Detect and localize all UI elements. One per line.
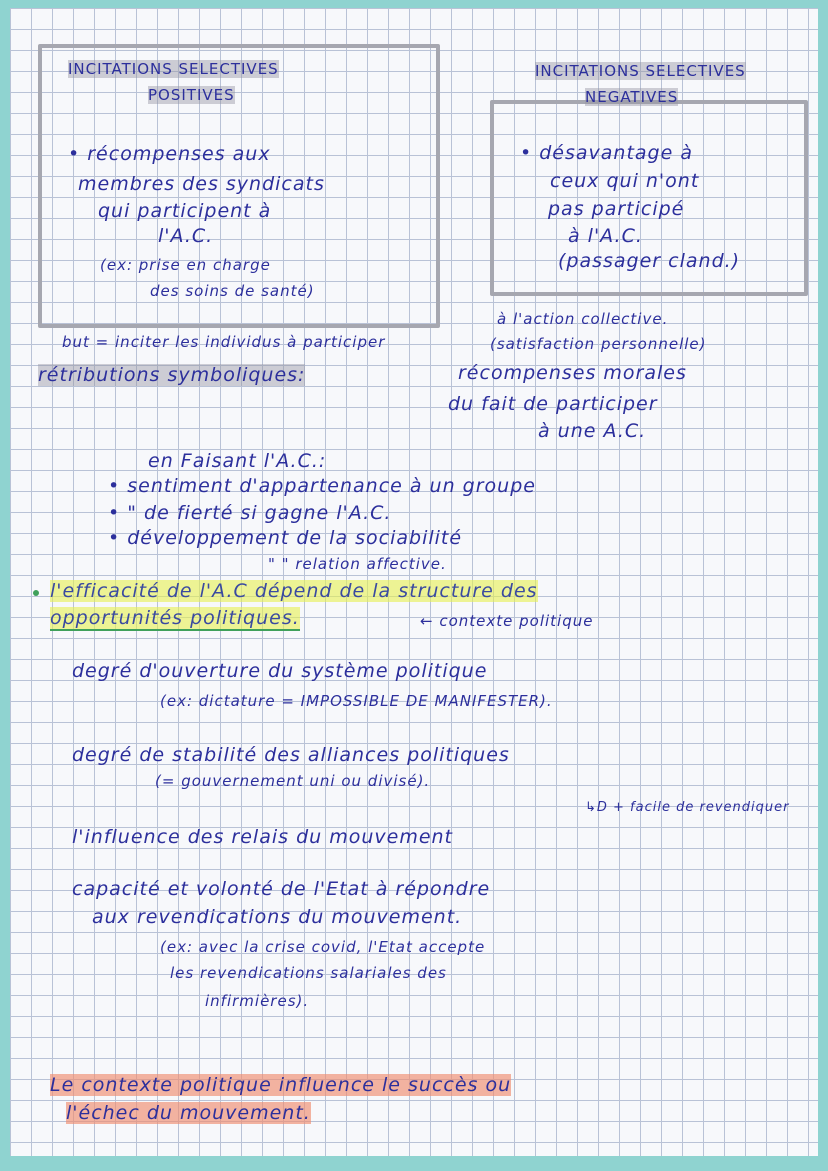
positive-box-title-2: POSITIVES	[148, 86, 235, 104]
positive-box-line: membres des syndicats	[78, 173, 325, 195]
positive-box-line: (ex: prise en charge	[100, 256, 271, 274]
negative-box-line: à l'A.C.	[568, 225, 643, 247]
symbolic-def: récompenses morales	[458, 362, 687, 384]
doing-item: • développement de la sociabilité	[108, 527, 463, 549]
factor: capacité et volonté de l'Etat à répondre	[72, 878, 491, 900]
factor: aux revendications du mouvement.	[92, 906, 463, 928]
factor-example: (ex: dictature = IMPOSSIBLE DE MANIFESTER).	[160, 692, 553, 710]
factor-note: ↳D + facile de revendiquer	[585, 800, 790, 815]
factor: degré de stabilité des alliances politiques	[72, 744, 510, 766]
negative-box-line: • désavantage à	[520, 142, 693, 164]
context-arrow: ← contexte politique	[420, 612, 594, 630]
doing-item: " " relation affective.	[268, 555, 447, 573]
negative-box-line: (passager cland.)	[558, 250, 741, 272]
goal-text: but = inciter les individus à participer	[62, 333, 386, 351]
doing-item: • " de fierté si gagne l'A.C.	[108, 502, 392, 524]
symbolic-rewards-term: rétributions symboliques:	[38, 364, 306, 386]
factor-example: (= gouvernement uni ou divisé).	[155, 772, 431, 790]
negative-box-line: ceux qui n'ont	[550, 170, 700, 192]
positive-box-line: l'A.C.	[158, 225, 214, 247]
conclusion-2: l'échec du mouvement.	[66, 1102, 311, 1124]
positive-box-title: INCITATIONS SELECTIVES	[68, 60, 279, 78]
positive-box-line: qui participent à	[98, 200, 272, 222]
factor-example: les revendications salariales des	[170, 964, 447, 982]
factor-example: (ex: avec la crise covid, l'Etat accepte	[160, 938, 486, 956]
key-statement: l'efficacité de l'A.C dépend de la structure des	[50, 580, 538, 602]
doing-header: en Faisant l'A.C.:	[148, 450, 327, 472]
positive-box-line: des soins de santé)	[150, 282, 315, 300]
doing-item: • sentiment d'appartenance à un groupe	[108, 475, 536, 497]
bullet	[33, 590, 39, 596]
symbolic-def: à une A.C.	[538, 420, 647, 442]
negative-box-title: INCITATIONS SELECTIVES	[535, 62, 746, 80]
key-statement-2: opportunités politiques.	[50, 607, 300, 629]
factor-example: infirmières).	[205, 992, 310, 1010]
negative-box-line: pas participé	[548, 198, 685, 220]
conclusion: Le contexte politique influence le succès ou	[50, 1074, 512, 1096]
factor: l'influence des relais du mouvement	[72, 826, 454, 848]
symbolic-def: du fait de participer	[448, 393, 658, 415]
negative-box-title-2: NEGATIVES	[585, 88, 679, 106]
goal-cont: à l'action collective.	[497, 310, 669, 328]
positive-box-line: • récompenses aux	[68, 143, 271, 165]
symbolic-paren: (satisfaction personnelle)	[490, 335, 707, 353]
factor: degré d'ouverture du système politique	[72, 660, 488, 682]
